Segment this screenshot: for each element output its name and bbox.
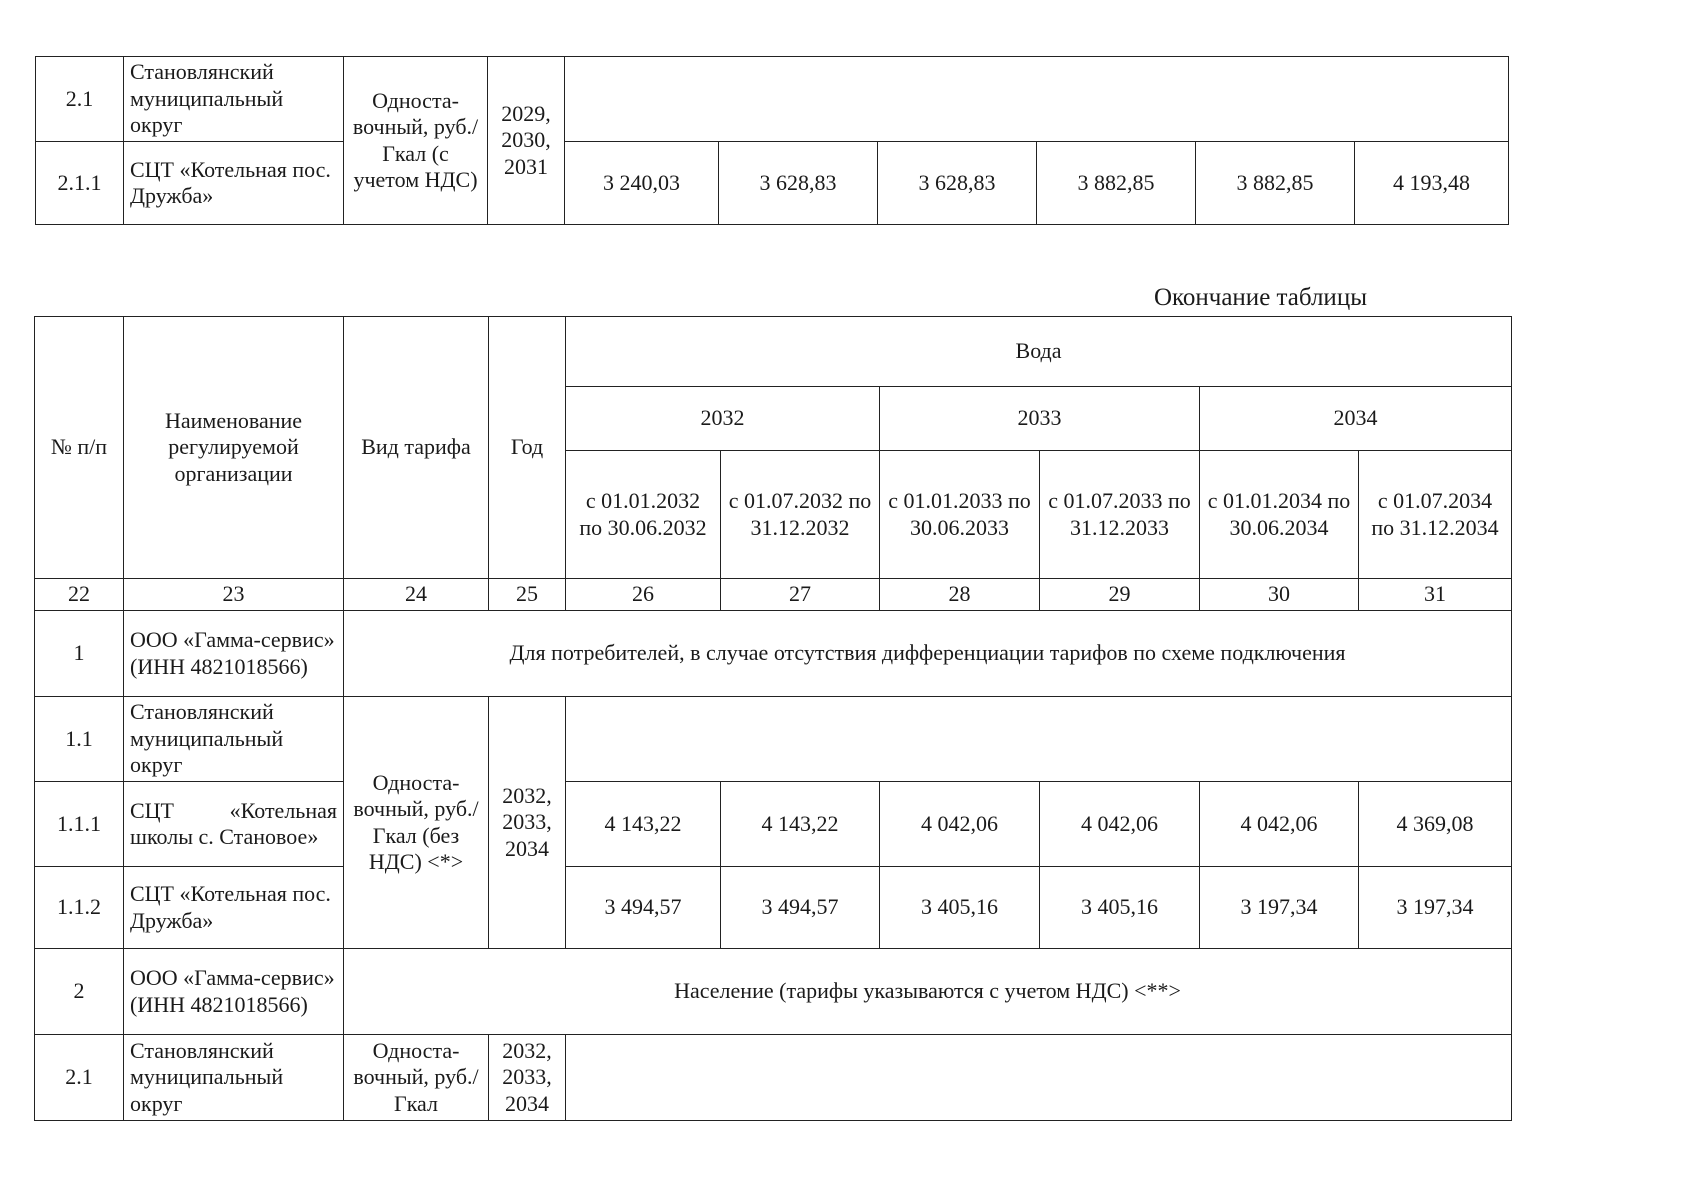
row-number: 1.1.1	[35, 782, 124, 867]
empty-cell	[565, 57, 1509, 142]
tariff-value: 3 240,03	[565, 142, 719, 225]
tariff-value: 3 882,85	[1037, 142, 1196, 225]
row-number: 1.1	[35, 697, 124, 782]
org-name: СЦТ «Котельная школы с. Становое»	[124, 782, 344, 867]
tariff-value: 3 197,34	[1200, 867, 1359, 949]
empty-cell	[566, 1035, 1512, 1121]
tariff-value: 3 197,34	[1359, 867, 1512, 949]
header-period: с 01.01.2032 по 30.06.2032	[566, 451, 721, 579]
org-name: Становлянский муниципальный округ	[124, 1035, 344, 1121]
main-table	[34, 316, 1512, 1121]
tariff-value: 3 405,16	[880, 867, 1040, 949]
table-caption: Окончание таблицы	[1153, 284, 1367, 311]
row-number: 2.1	[35, 1035, 124, 1121]
header-period: с 01.01.2033 по 30.06.2033	[880, 451, 1040, 579]
column-number: 22	[35, 579, 124, 611]
org-name: СЦТ «Котельная пос. Дружба»	[124, 867, 344, 949]
top-table	[35, 56, 1509, 225]
tariff-value: 4 193,48	[1355, 142, 1509, 225]
population-note: Население (тарифы указываются с учетом НДС) <**>	[344, 949, 1512, 1035]
column-number: 29	[1040, 579, 1200, 611]
tariff-value: 3 405,16	[1040, 867, 1200, 949]
tariff-value: 4 143,22	[721, 782, 880, 867]
column-number: 26	[566, 579, 721, 611]
header-org: Наименование регулируемой организации	[124, 317, 344, 579]
tariff-type: Односта-вочный, руб./Гкал (с учетом НДС)	[344, 57, 488, 225]
org-name: ООО «Гамма-сервис» (ИНН 4821018566)	[124, 949, 344, 1035]
consumer-note: Для потребителей, в случае отсутствия дифференциации тарифов по схеме подключения	[344, 611, 1512, 697]
column-number: 23	[124, 579, 344, 611]
row-number: 2	[35, 949, 124, 1035]
header-year-2033: 2033	[880, 387, 1200, 451]
tariff-value: 4 042,06	[1200, 782, 1359, 867]
org-name: Становлянский муниципальный округ	[124, 697, 344, 782]
header-year-2032: 2032	[566, 387, 880, 451]
org-name: ООО «Гамма-сервис» (ИНН 4821018566)	[124, 611, 344, 697]
column-number: 30	[1200, 579, 1359, 611]
tariff-value: 4 369,08	[1359, 782, 1512, 867]
row-number: 2.1.1	[36, 142, 124, 225]
empty-cell	[566, 697, 1512, 782]
header-group: Вода	[566, 317, 1512, 387]
header-period: с 01.07.2034 по 31.12.2034	[1359, 451, 1512, 579]
header-period: с 01.07.2032 по 31.12.2032	[721, 451, 880, 579]
tariff-type: Односта-вочный, руб./Гкал	[344, 1035, 489, 1121]
tariff-value: 3 628,83	[878, 142, 1037, 225]
row-number: 2.1	[36, 57, 124, 142]
tariff-value: 4 042,06	[880, 782, 1040, 867]
tariff-value: 3 494,57	[721, 867, 880, 949]
org-name: Становлянский муниципальный округ	[124, 57, 344, 142]
tariff-value: 3 882,85	[1196, 142, 1355, 225]
tariff-years: 2032, 2033, 2034	[489, 1035, 566, 1121]
column-number: 27	[721, 579, 880, 611]
header-period: с 01.07.2033 по 31.12.2033	[1040, 451, 1200, 579]
column-number: 24	[344, 579, 489, 611]
tariff-years: 2032, 2033, 2034	[489, 697, 566, 949]
tariff-value: 4 042,06	[1040, 782, 1200, 867]
header-tariff-type: Вид тарифа	[344, 317, 489, 579]
row-number: 1.1.2	[35, 867, 124, 949]
header-period: с 01.01.2034 по 30.06.2034	[1200, 451, 1359, 579]
tariff-value: 4 143,22	[566, 782, 721, 867]
header-year-2034: 2034	[1200, 387, 1512, 451]
column-number: 25	[489, 579, 566, 611]
tariff-value: 3 494,57	[566, 867, 721, 949]
column-number: 31	[1359, 579, 1512, 611]
tariff-value: 3 628,83	[719, 142, 878, 225]
header-year: Год	[489, 317, 566, 579]
org-name: СЦТ «Котельная пос. Дружба»	[124, 142, 344, 225]
column-number: 28	[880, 579, 1040, 611]
tariff-type: Односта-вочный, руб./Гкал (без НДС) <*>	[344, 697, 489, 949]
row-number: 1	[35, 611, 124, 697]
header-num: № п/п	[35, 317, 124, 579]
tariff-years: 2029, 2030, 2031	[488, 57, 565, 225]
